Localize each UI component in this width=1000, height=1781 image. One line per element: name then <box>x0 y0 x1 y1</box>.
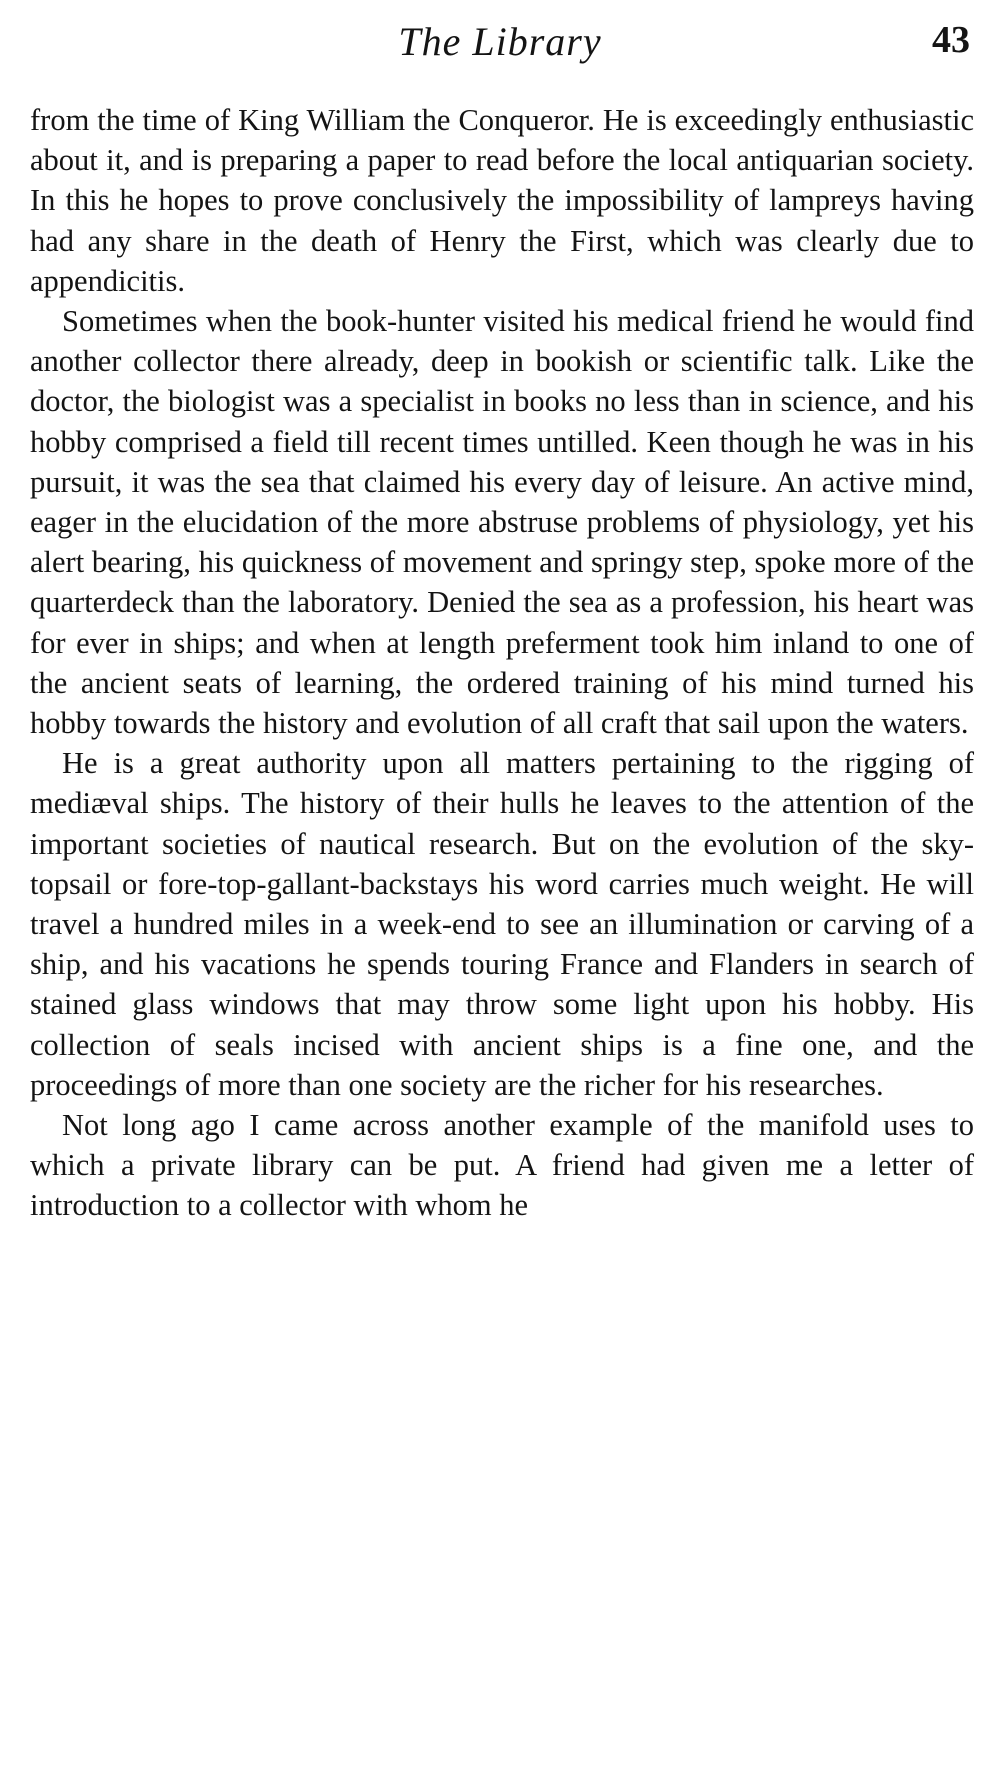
running-title: The Library <box>398 19 602 64</box>
page-body <box>30 100 974 1226</box>
page-number: 43 <box>932 19 970 61</box>
running-head <box>30 18 970 78</box>
paragraph-private-library: Not long ago I came across another example of the manifold uses to which a private library can be put. A friend had given me a letter of introduction to a collector with whom he <box>30 1108 974 1223</box>
paragraph-continuation: from the time of King William the Conqueror. He is exceedingly enthusiastic about it, and is preparing a paper to read before the local antiquarian society. In this he hopes to prove conclusively the impossibility of lampreys having had any share in the death of Henry the First, which was clearly due to appendicitis. <box>30 103 974 298</box>
paragraph-biologist: Sometimes when the book-hunter visited his medical friend he would find another collector there already, deep in bookish or scientific talk. Like the doctor, the biologist was a specialist in books no less than in science, and his hobby comprised a field till recent times untilled. Keen though he was in his pursuit, it was the sea that claimed his every day of leisure. An active mind, eager in the elucidation of the more abstruse problems of physiology, yet his alert bearing, his quickness of movement and springy step, spoke more of the quarterdeck than the laboratory. Denied the sea as a profession, his heart was for ever in ships; and when at length preferment took him inland to one of the ancient seats of learning, the ordered training of his mind turned his hobby towards the history and evolution of all craft that sail upon the waters. <box>30 304 974 741</box>
paragraph-rigging: He is a great authority upon all matters pertaining to the rigging of mediæval ships. The history of their hulls he leaves to the attention of the important societies of nautical research. But on the evolution of the sky-topsail or fore-top-gallant-backstays his word carries much weight. He will travel a hundred miles in a week-end to see an illumination or carving of a ship, and his vacations he spends touring France and Flanders in search of stained glass windows that may throw some light upon his hobby. His collection of seals incised with ancient ships is a fine one, and the proceedings of more than one society are the richer for his researches. <box>30 746 974 1102</box>
